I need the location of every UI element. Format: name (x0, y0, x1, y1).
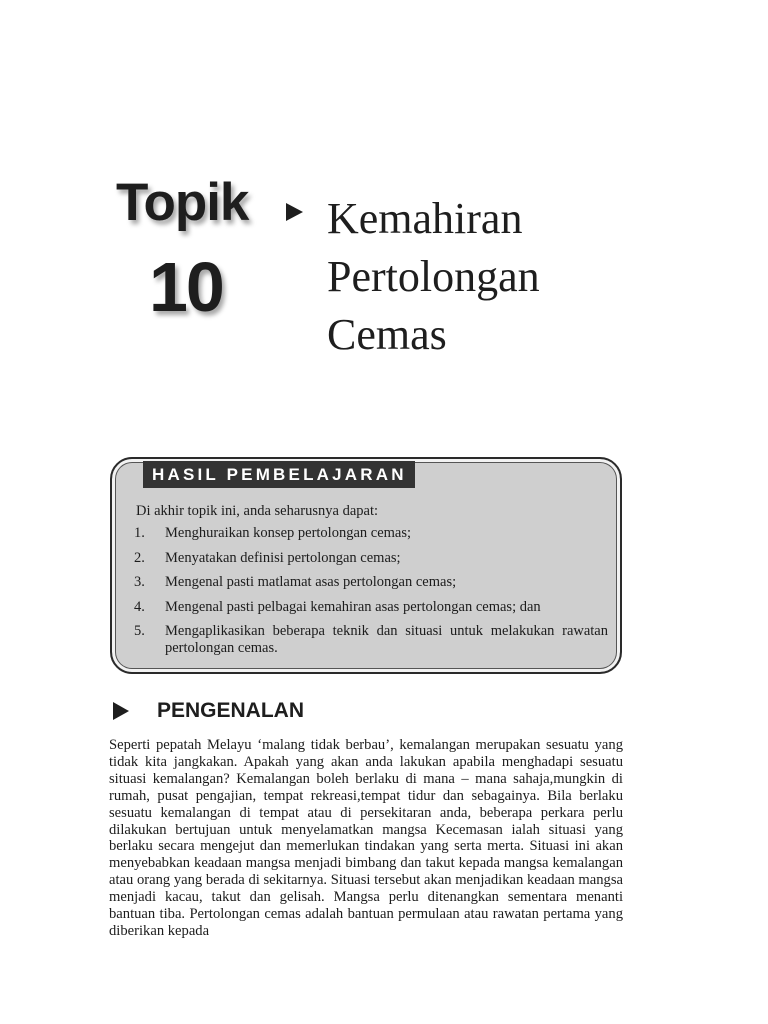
list-item-number: 3. (134, 574, 145, 590)
list-item-text: Mengaplikasikan beberapa teknik dan situasi untuk melakukan rawatan pertolongan cemas. (165, 623, 608, 656)
chapter-title (327, 190, 647, 364)
list-item (134, 550, 608, 567)
list-item-text: Mengenal pasti pelbagai kemahiran asas pertolongan cemas; dan (165, 598, 541, 615)
triangle-right-icon (113, 702, 129, 720)
learning-outcomes-header: HASIL PEMBELAJARAN (143, 461, 415, 488)
list-item-text: Mengenal pasti matlamat asas pertolongan cemas; (165, 574, 457, 590)
list-item-text: Menyatakan definisi pertolongan cemas; (165, 549, 401, 566)
list-item (134, 525, 608, 542)
list-item (134, 623, 608, 657)
intro-paragraph: Seperti pepatah Melayu ‘malang tidak berbau’, kemalangan merupakan sesuatu yang tidak kita jangkakan. Apakah yang akan anda lakukan apabila menghadapi sesuatu situasi kemalangan? Kemalangan boleh berlaku di mana – mana sahaja,mungkin di rumah, pusat pengajian, tempat rekreasi,tempat tidur dan sebagainya. Bila berlaku sesuatu kemalangan di tempat atau di persekitaran anda, beberapa perkara perlu dilakukan bertujuan untuk menyelamatkan mangsa Kecemasan ialah situasi yang berlaku secara mengejut dan memerlukan tindakan yang serta merta. Situasi ini akan menyebabkan keadaan mangsa menjadi bimbang dan takut kepada mangsa kemalangan atau orang yang berada di sekitarnya. Situasi tersebut akan menjadikan keadaan mangsa menjadi kacau, takut dan gelisah. Mangsa perlu ditenangkan sementara menanti bantuan tiba. Pertolongan cemas adalah bantuan permulaan atau rawatan pertama yang diberikan kepada (109, 737, 623, 939)
list-item-number: 4. (134, 598, 145, 615)
chapter-title-line: Kemahiran (327, 194, 523, 243)
list-item-number: 1. (134, 525, 145, 541)
section-title: PENGENALAN (157, 699, 305, 722)
list-item-number: 2. (134, 549, 145, 566)
learning-outcomes-box (110, 457, 622, 674)
topic-number: 10 (149, 248, 223, 326)
topic-label: Topik (116, 173, 249, 232)
list-item-number: 5. (134, 623, 145, 639)
list-item-text: Menghuraikan konsep pertolongan cemas; (165, 525, 412, 541)
list-item (134, 574, 608, 591)
chapter-title-line: Pertolongan (327, 252, 540, 301)
learning-outcomes-intro: Di akhir topik ini, anda seharusnya dapat: (136, 503, 379, 519)
learning-outcomes-list (134, 525, 608, 665)
list-item (134, 599, 608, 616)
triangle-right-icon (286, 203, 303, 221)
chapter-title-line: Cemas (327, 310, 447, 359)
